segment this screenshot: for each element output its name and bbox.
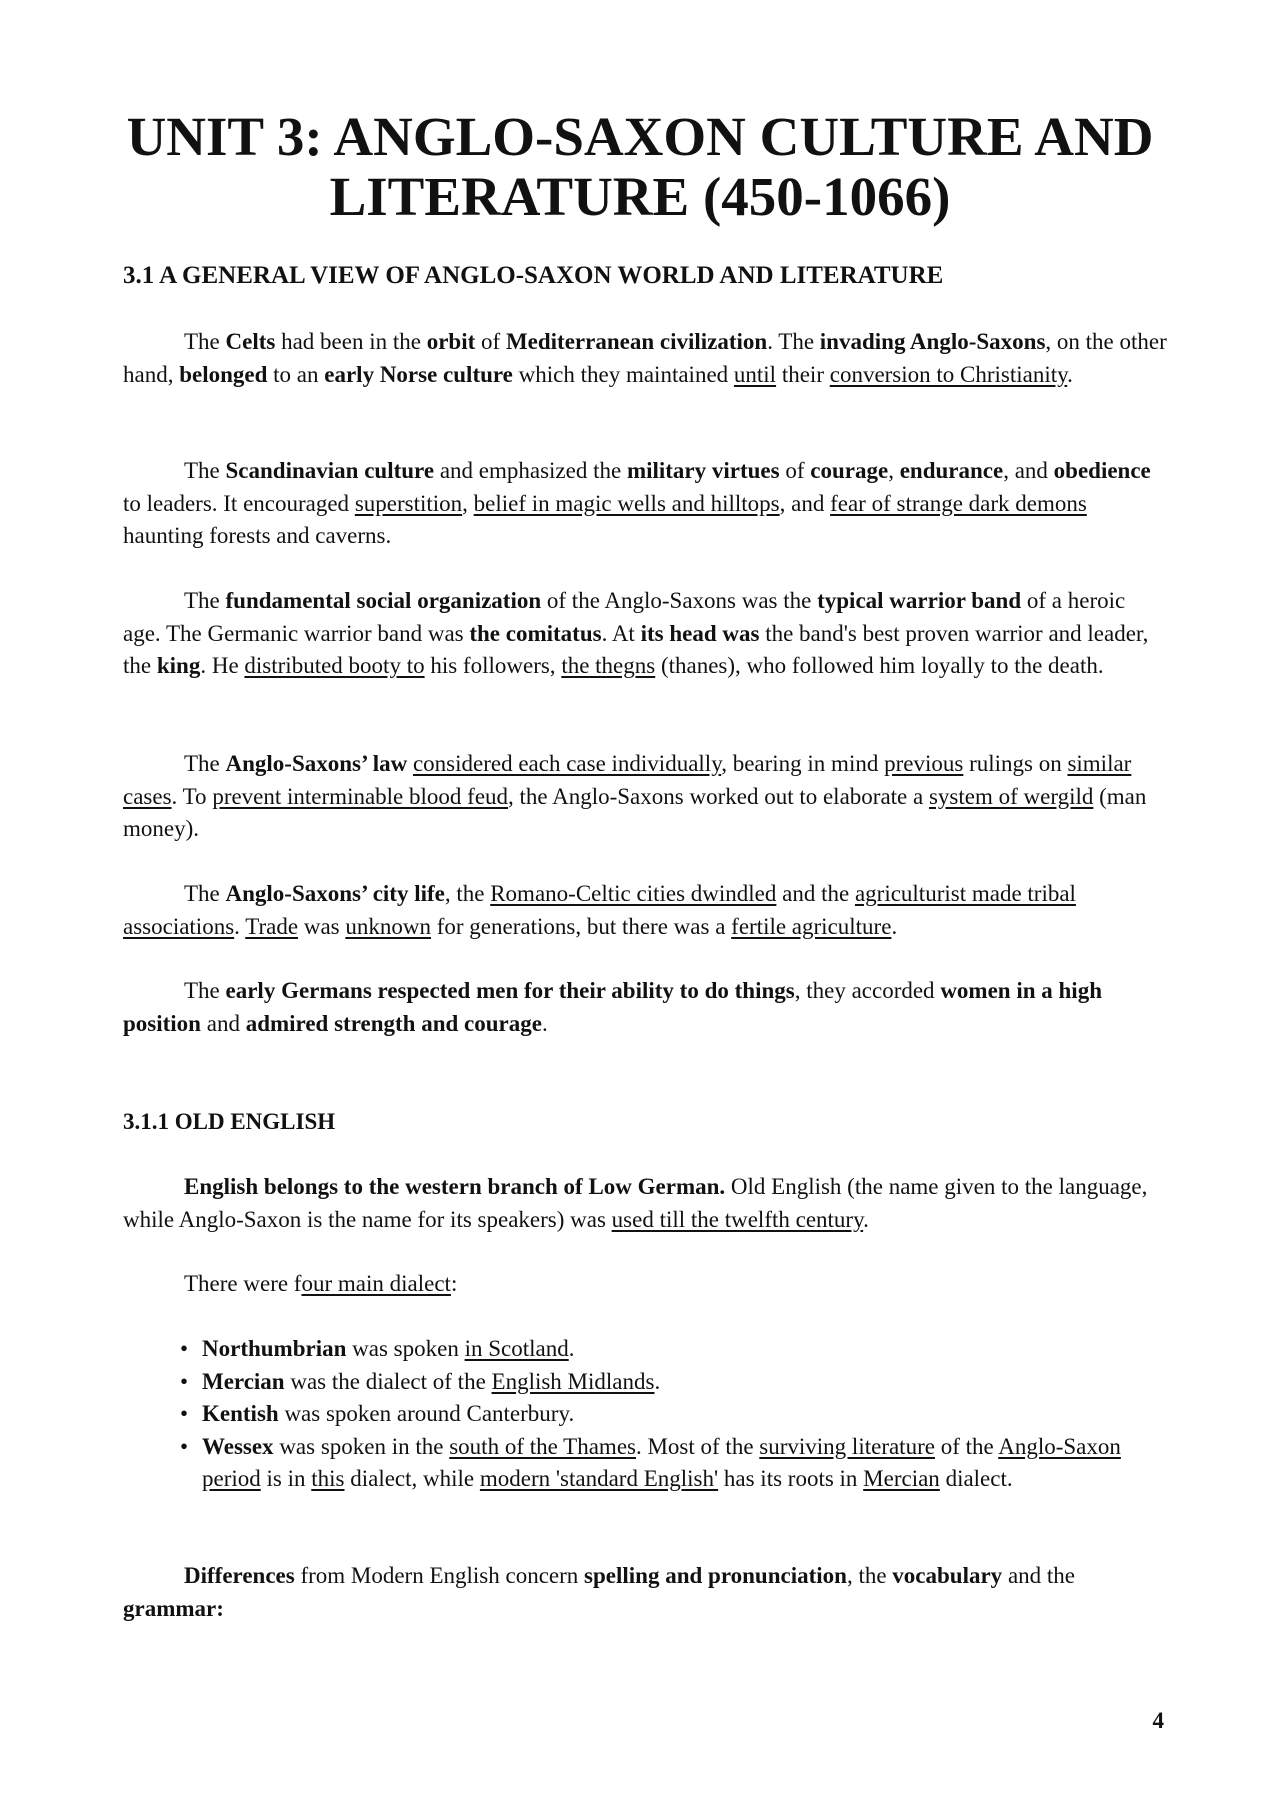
text: The <box>184 329 226 354</box>
bold-text: English belongs to the western branch of Low German. <box>184 1174 726 1199</box>
text: and <box>200 1010 246 1036</box>
bold-text: early Norse culture <box>324 361 513 387</box>
text: to leaders. It encouraged <box>123 490 355 516</box>
underlined-text: similar <box>1067 751 1132 776</box>
text: his followers, <box>424 653 562 678</box>
underlined-text: fear of strange dark demons <box>830 490 1087 516</box>
text: . To <box>171 783 213 809</box>
bold-text: Celts <box>225 329 276 354</box>
text: (man money). <box>123 783 1147 841</box>
list-item-northumbrian <box>178 1333 1168 1366</box>
text: and the <box>776 881 855 906</box>
text: The <box>184 751 226 776</box>
text: to an <box>267 361 325 387</box>
text: , and <box>1003 458 1054 483</box>
bold-text: obedience <box>1053 458 1151 483</box>
text: (thanes), who followed him loyally to the death. <box>655 653 1104 678</box>
list-item-mercian <box>178 1366 1168 1399</box>
bullet: • <box>180 1336 189 1361</box>
text: The <box>184 588 226 613</box>
section-heading: 3.1 A GENERAL VIEW OF ANGLO-SAXON WORLD AND LITERATURE <box>123 262 944 289</box>
bold-text: Anglo-Saxons’ city life <box>225 881 445 906</box>
underlined-text: fertile agriculture <box>731 913 892 939</box>
bold-text: early Germans respected men for their ability to do things <box>225 978 795 1003</box>
text: , they accorded <box>794 978 941 1003</box>
bold-text: Northumbrian <box>202 1336 347 1361</box>
text: The <box>184 881 226 906</box>
list-item-wessex <box>178 1431 1168 1496</box>
text: . <box>654 1368 661 1394</box>
text: of <box>475 329 506 354</box>
text: dialect, while <box>344 1466 480 1491</box>
underlined-text: used till the twelfth century <box>611 1206 864 1232</box>
text: . At <box>601 620 641 646</box>
bold-text: military virtues <box>626 458 780 483</box>
text: There were f <box>184 1271 302 1296</box>
text: The <box>184 978 226 1003</box>
text: , the Anglo-Saxons worked out to elaborate a <box>508 783 929 809</box>
bold-text: endurance <box>899 458 1004 483</box>
bold-text: the comitatus <box>469 620 602 646</box>
text: . Most of the <box>635 1433 760 1459</box>
text: dialect. <box>939 1466 1013 1491</box>
underlined-text: the thegns <box>561 653 656 678</box>
paragraph-early-germans <box>123 975 1168 1040</box>
underlined-text: English Midlands <box>491 1368 655 1394</box>
bold-text: admired strength and courage <box>245 1010 542 1036</box>
paragraph-dialects-intro <box>123 1268 1168 1301</box>
text: was the dialect of the <box>284 1368 492 1394</box>
text: . <box>1067 361 1073 387</box>
underlined-text: modern 'standard English' <box>479 1466 719 1491</box>
subsection-heading: 3.1.1 OLD ENGLISH <box>123 1109 336 1134</box>
underlined-text: Anglo-Saxon period <box>202 1433 1121 1491</box>
text: . <box>541 1010 548 1036</box>
text: haunting forests and caverns. <box>123 523 392 548</box>
underlined-text: in Scotland <box>464 1336 569 1361</box>
text: of <box>779 458 811 483</box>
underlined-text: conversion to Christianity <box>829 361 1068 387</box>
bold-text: Anglo-Saxons’ law <box>225 751 408 776</box>
underlined-text: considered each case individually <box>412 751 722 776</box>
text: . <box>234 913 246 939</box>
text: . The <box>767 329 820 354</box>
text: . <box>863 1206 869 1232</box>
bold-text: invading Anglo-Saxons <box>819 329 1046 354</box>
bold-text: Mercian <box>202 1368 285 1394</box>
bold-text: Differences <box>184 1563 295 1588</box>
underlined-text: superstition <box>354 490 463 516</box>
text: is in <box>260 1466 312 1491</box>
text: , the <box>444 881 491 906</box>
text: . He <box>200 653 245 678</box>
paragraph-social-organization <box>123 585 1168 683</box>
bullet: • <box>180 1368 189 1394</box>
underlined-text: this <box>311 1466 345 1491</box>
list-item-kentish <box>178 1398 1168 1431</box>
underlined-text: distributed booty to <box>244 653 425 678</box>
text: Old English (the name given to the language, while Anglo-Saxon is the name for its speakers) was <box>123 1174 1148 1232</box>
underlined-text: belief in magic wells and hilltops <box>473 490 780 516</box>
underlined-text: agriculturist made tribal associations <box>123 881 1076 939</box>
text: . <box>568 1336 575 1361</box>
underlined-text: south of the Thames <box>449 1433 636 1459</box>
text: , and <box>779 490 831 516</box>
bold-text: king <box>156 653 201 678</box>
text: and emphasized the <box>434 458 627 483</box>
bold-text: typical warrior band <box>817 588 1022 613</box>
text: from Modern English concern <box>294 1563 585 1588</box>
bold-text: Scandinavian culture <box>225 458 435 483</box>
paragraph-law <box>123 748 1168 846</box>
underlined-text: unknown <box>345 913 431 939</box>
underlined-text: cases <box>123 783 172 809</box>
text: for generations, but there was a <box>430 913 732 939</box>
text: their <box>776 361 830 387</box>
bold-text: fundamental social organization <box>225 588 542 613</box>
bold-text: its head was <box>640 620 760 646</box>
page-number: 4 <box>1152 1708 1164 1733</box>
text: : <box>450 1271 458 1296</box>
text: has its roots in <box>718 1466 864 1491</box>
text: of a heroic age. The Germanic warrior band was <box>123 588 1126 646</box>
bold-text: orbit <box>426 329 476 354</box>
underlined-text: our main dialect <box>301 1271 451 1296</box>
text: of the <box>934 1433 999 1459</box>
text: the band's best proven warrior and leader, the <box>123 620 1149 678</box>
unit-title-line-2: LITERATURE (450-1066) <box>329 166 951 227</box>
text: was <box>298 913 346 939</box>
text: and the <box>1002 1563 1075 1588</box>
underlined-text: system of wergild <box>928 783 1094 809</box>
bold-text: vocabulary <box>892 1563 1003 1588</box>
text: The <box>184 458 226 483</box>
text: had been in the <box>275 329 427 354</box>
text: , <box>888 458 900 483</box>
text: rulings on <box>963 751 1068 776</box>
bold-text: Wessex <box>202 1433 274 1459</box>
paragraph-celts <box>123 326 1168 391</box>
paragraph-scandinavian-culture <box>123 455 1168 553</box>
text: was spoken around Canterbury. <box>278 1401 575 1426</box>
text: of the Anglo-Saxons was the <box>541 588 818 613</box>
paragraph-city-life <box>123 878 1168 943</box>
text: , on the other hand, <box>123 329 1167 387</box>
text: , bearing in mind <box>721 751 885 776</box>
underlined-text: Mercian <box>863 1466 940 1491</box>
paragraph-differences <box>123 1560 1168 1625</box>
underlined-text: Trade <box>245 913 299 939</box>
bullet: • <box>180 1401 189 1426</box>
underlined-text: previous <box>884 751 964 776</box>
underlined-text: Romano-Celtic cities dwindled <box>490 881 777 906</box>
bold-text: belonged <box>179 361 268 387</box>
underlined-text: until <box>733 361 777 387</box>
text: . <box>891 913 898 939</box>
bold-text: Mediterranean civilization <box>505 329 768 354</box>
text: , the <box>846 1563 893 1588</box>
bold-text: women in a high position <box>123 978 1102 1036</box>
bold-text: spelling and pronunciation <box>584 1563 847 1588</box>
text: was spoken in the <box>273 1433 450 1459</box>
text: was spoken <box>346 1336 465 1361</box>
paragraph-english-branch <box>123 1171 1168 1236</box>
unit-title-line-1: UNIT 3: ANGLO-SAXON CULTURE AND <box>126 106 1154 167</box>
bullet: • <box>180 1433 189 1459</box>
dialect-list <box>178 1333 1168 1496</box>
underlined-text: surviving literature <box>759 1433 935 1459</box>
text: which they maintained <box>512 361 734 387</box>
bold-text: grammar: <box>123 1595 224 1621</box>
underlined-text: prevent interminable blood feud <box>212 783 509 809</box>
bold-text: Kentish <box>202 1401 279 1426</box>
bold-text: courage <box>810 458 889 483</box>
text: , <box>462 490 474 516</box>
